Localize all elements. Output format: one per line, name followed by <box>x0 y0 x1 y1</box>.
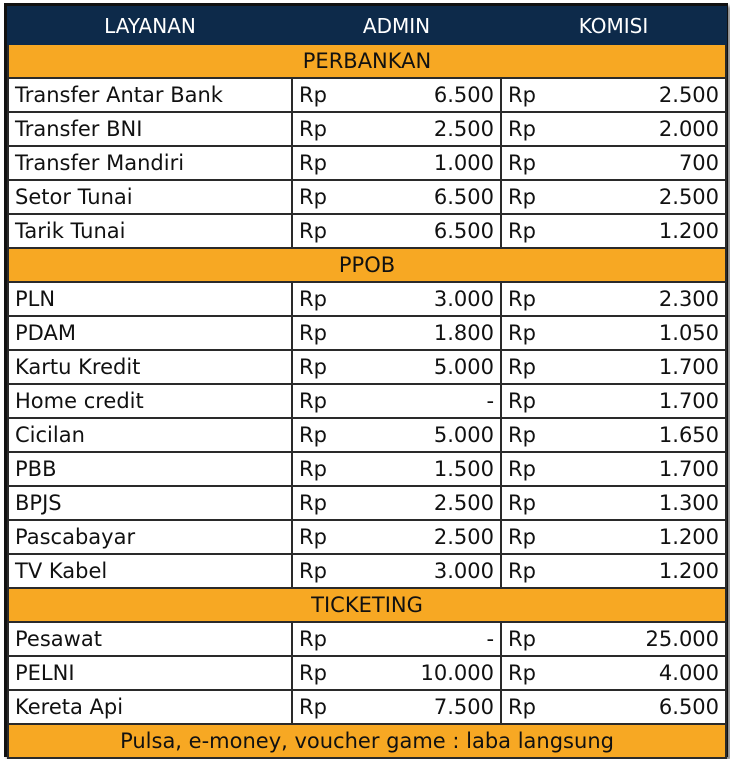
table-row <box>8 316 726 350</box>
admin-currency: Rp <box>292 520 361 554</box>
admin-amount: 3.000 <box>361 554 501 588</box>
admin-currency: Rp <box>292 486 361 520</box>
komisi-currency: Rp <box>501 554 570 588</box>
section-title: PERBANKAN <box>8 44 726 78</box>
admin-currency: Rp <box>292 622 361 656</box>
admin-currency: Rp <box>292 384 361 418</box>
admin-amount: 10.000 <box>361 656 501 690</box>
komisi-currency: Rp <box>501 690 570 724</box>
admin-currency: Rp <box>292 418 361 452</box>
admin-amount: - <box>361 622 501 656</box>
section-header-row <box>8 588 726 622</box>
komisi-currency: Rp <box>501 78 570 112</box>
section-title: PPOB <box>8 248 726 282</box>
table-row <box>8 146 726 180</box>
service-name: Pascabayar <box>8 520 292 554</box>
footer-note: Pulsa, e-money, voucher game : laba langsung <box>8 724 726 758</box>
admin-amount: 6.500 <box>361 180 501 214</box>
table-row <box>8 418 726 452</box>
service-name: PLN <box>8 282 292 316</box>
header-komisi: KOMISI <box>501 7 726 44</box>
komisi-currency: Rp <box>501 452 570 486</box>
komisi-currency: Rp <box>501 350 570 384</box>
admin-amount: 2.500 <box>361 112 501 146</box>
table-row <box>8 214 726 248</box>
admin-amount: 5.000 <box>361 350 501 384</box>
service-name: Setor Tunai <box>8 180 292 214</box>
komisi-amount: 2.300 <box>570 282 726 316</box>
table-row <box>8 180 726 214</box>
admin-amount: 7.500 <box>361 690 501 724</box>
admin-amount: 1.500 <box>361 452 501 486</box>
komisi-currency: Rp <box>501 316 570 350</box>
service-name: Transfer Antar Bank <box>8 78 292 112</box>
komisi-amount: 700 <box>570 146 726 180</box>
admin-currency: Rp <box>292 690 361 724</box>
service-name: BPJS <box>8 486 292 520</box>
komisi-currency: Rp <box>501 112 570 146</box>
table-row <box>8 554 726 588</box>
komisi-currency: Rp <box>501 384 570 418</box>
table-row <box>8 656 726 690</box>
table-header-row <box>8 7 726 44</box>
komisi-amount: 1.050 <box>570 316 726 350</box>
admin-currency: Rp <box>292 112 361 146</box>
admin-amount: 2.500 <box>361 486 501 520</box>
komisi-currency: Rp <box>501 486 570 520</box>
table-row <box>8 282 726 316</box>
komisi-amount: 1.700 <box>570 452 726 486</box>
komisi-currency: Rp <box>501 656 570 690</box>
table-row <box>8 350 726 384</box>
komisi-amount: 4.000 <box>570 656 726 690</box>
admin-currency: Rp <box>292 554 361 588</box>
admin-amount: 5.000 <box>361 418 501 452</box>
komisi-currency: Rp <box>501 214 570 248</box>
admin-currency: Rp <box>292 282 361 316</box>
komisi-currency: Rp <box>501 180 570 214</box>
service-name: PBB <box>8 452 292 486</box>
admin-currency: Rp <box>292 452 361 486</box>
section-header-row <box>8 44 726 78</box>
service-name: Transfer Mandiri <box>8 146 292 180</box>
admin-currency: Rp <box>292 180 361 214</box>
komisi-amount: 1.700 <box>570 350 726 384</box>
komisi-currency: Rp <box>501 622 570 656</box>
table-row <box>8 690 726 724</box>
admin-amount: 6.500 <box>361 214 501 248</box>
service-name: Cicilan <box>8 418 292 452</box>
komisi-amount: 2.000 <box>570 112 726 146</box>
header-admin: ADMIN <box>292 7 501 44</box>
table-row <box>8 384 726 418</box>
komisi-amount: 2.500 <box>570 78 726 112</box>
admin-currency: Rp <box>292 78 361 112</box>
komisi-amount: 2.500 <box>570 180 726 214</box>
admin-amount: - <box>361 384 501 418</box>
table-body <box>8 44 726 724</box>
service-name: Tarik Tunai <box>8 214 292 248</box>
service-name: Home credit <box>8 384 292 418</box>
section-header-row <box>8 248 726 282</box>
service-name: Kartu Kredit <box>8 350 292 384</box>
admin-amount: 2.500 <box>361 520 501 554</box>
admin-currency: Rp <box>292 146 361 180</box>
table-row <box>8 452 726 486</box>
footer-row <box>8 724 726 758</box>
admin-currency: Rp <box>292 316 361 350</box>
admin-amount: 3.000 <box>361 282 501 316</box>
table-row <box>8 78 726 112</box>
komisi-currency: Rp <box>501 146 570 180</box>
service-name: TV Kabel <box>8 554 292 588</box>
admin-amount: 1.000 <box>361 146 501 180</box>
komisi-currency: Rp <box>501 520 570 554</box>
table-row <box>8 112 726 146</box>
table-row <box>8 520 726 554</box>
service-name: Kereta Api <box>8 690 292 724</box>
komisi-amount: 1.200 <box>570 520 726 554</box>
service-name: PDAM <box>8 316 292 350</box>
service-name: PELNI <box>8 656 292 690</box>
komisi-amount: 6.500 <box>570 690 726 724</box>
admin-amount: 1.800 <box>361 316 501 350</box>
komisi-amount: 1.200 <box>570 214 726 248</box>
price-table-frame <box>4 3 728 757</box>
komisi-currency: Rp <box>501 418 570 452</box>
komisi-amount: 1.700 <box>570 384 726 418</box>
komisi-amount: 1.200 <box>570 554 726 588</box>
table-row <box>8 622 726 656</box>
komisi-amount: 1.650 <box>570 418 726 452</box>
service-name: Transfer BNI <box>8 112 292 146</box>
price-table <box>7 6 727 759</box>
admin-currency: Rp <box>292 214 361 248</box>
komisi-amount: 25.000 <box>570 622 726 656</box>
service-name: Pesawat <box>8 622 292 656</box>
admin-currency: Rp <box>292 350 361 384</box>
admin-amount: 6.500 <box>361 78 501 112</box>
header-layanan: LAYANAN <box>8 7 292 44</box>
admin-currency: Rp <box>292 656 361 690</box>
komisi-currency: Rp <box>501 282 570 316</box>
komisi-amount: 1.300 <box>570 486 726 520</box>
table-row <box>8 486 726 520</box>
section-title: TICKETING <box>8 588 726 622</box>
